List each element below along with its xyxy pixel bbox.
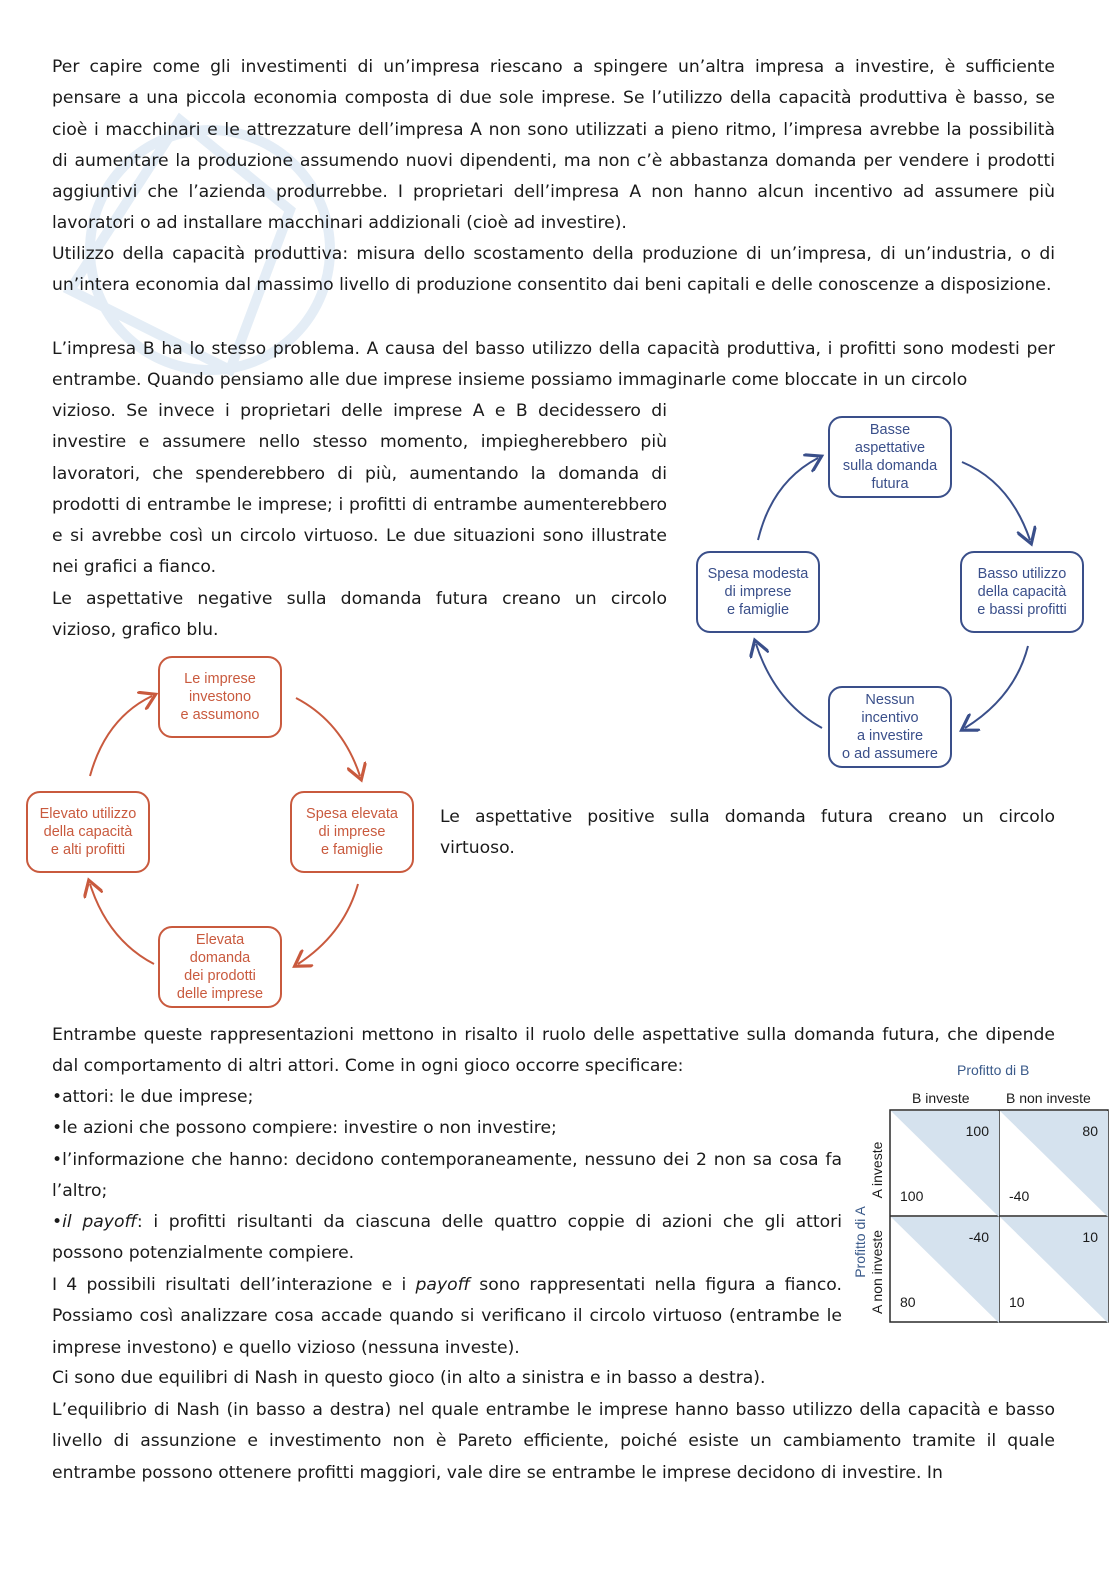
bullet-azioni: •le azioni che possono compiere: investire o non investire; bbox=[52, 1118, 557, 1138]
payoff-matrix bbox=[840, 1058, 1112, 1330]
p8-end: sono rappresentati nella figura a fianco. Possiamo così analizzare cosa accade quando si verificano il circolo virtuoso (entrambe le imprese investono) e quello vizioso (nessuna investe). bbox=[52, 1275, 842, 1358]
virtuous-node-top: Le imprese investono e assumono bbox=[158, 656, 282, 738]
payoff-cell-both-invest bbox=[891, 1111, 999, 1217]
vicious-node-top: Basse aspettative sulla domanda futura bbox=[828, 416, 952, 498]
bullet-payoff-term: •il payoff bbox=[52, 1212, 137, 1232]
paragraph-impresa-b: L’impresa B ha lo stesso problema. A causa del basso utilizzo della capacità produttiva, i profitti sono modesti per entrambe. Quando pensiamo alle due imprese insieme possiamo immaginarle come bloccate in un circolo bbox=[52, 339, 1055, 391]
payoff-col-b-non-investe: B non investe bbox=[1006, 1090, 1091, 1106]
payoff-b-value: -40 bbox=[968, 1229, 989, 1245]
bullet-informazione: •l’informazione che hanno: decidono contemporaneamente, nessuno dei 2 non sa cosa fa l’altro; bbox=[52, 1150, 842, 1202]
virtuous-node-bottom: Elevata domanda dei prodotti delle imprese bbox=[158, 926, 282, 1008]
paragraph-definition: Utilizzo della capacità produttiva: misura dello scostamento della produzione di un’impresa, di un’industria, o di un’intera economia dal massimo livello di produzione consentito dai beni capitali e delle conoscenze a disposizione. bbox=[52, 244, 1055, 296]
paragraph-game-intro: Entrambe queste rappresentazioni mettono in risalto il ruolo delle aspettative sulla domanda futura, che dipende dal comportamento di altri attori. Come in ogni gioco occorre specificare: bbox=[52, 1025, 1055, 1077]
payoff-cell-a-invest-b-not bbox=[1000, 1111, 1108, 1217]
payoff-row-a-non-investe: A non investe bbox=[869, 1229, 885, 1315]
vicious-node-left: Spesa modesta di imprese e famiglie bbox=[696, 551, 820, 633]
paragraph-intro: Per capire come gli investimenti di un’impresa riescano a spingere un’altra impresa a investire, è sufficiente pensare a una piccola economia composta di due sole imprese. Se l’utilizzo della capacità produttiva è basso, se cioè i macchinari e le attrezzature dell’impresa A non sono utilizzati a pieno ritmo, l’impresa avrebbe la possibilità di aumentare la produzione assumendo nuovi dipendenti, ma non c’è abbastanza domanda per vendere i prodotti aggiuntivi che l’azienda produrrebbe. I proprietari dell’impresa A non hanno alcun incentivo ad assumere più lavoratori o ad installare macchinari addizionali (cioè ad investire). bbox=[52, 57, 1055, 234]
paragraph-circolo: vizioso. Se invece i proprietari delle imprese A e B decidessero di investire e assumere nello stesso momento, impiegherebbero più lavoratori, che spenderebbero di più, aumentando la domanda di prodotti di entrambe le imprese; i profitti di entrambe aumenterebbero e si avrebbe così un circolo virtuoso. Le due situazioni sono illustrate nei grafici a fianco. bbox=[52, 401, 667, 578]
paragraph-pareto: L’equilibrio di Nash (in basso a destra) nel quale entrambe le imprese hanno basso utilizzo della capacità e basso livello di assunzione e investimento non è Pareto efficiente, poiché esiste un cambiamento tramite il quale entrambe possono ottenere profitti maggiori, vale dire se entrambe le imprese decidono di investire. In bbox=[52, 1400, 1055, 1483]
payoff-b-value: 10 bbox=[1082, 1229, 1098, 1245]
bullet-attori: •attori: le due imprese; bbox=[52, 1087, 254, 1107]
payoff-b-value: 80 bbox=[1082, 1123, 1098, 1139]
payoff-row-a-investe: A investe bbox=[869, 1141, 885, 1199]
virtuous-node-left: Elevato utilizzo della capacità e alti profitti bbox=[26, 791, 150, 873]
paragraph-virtuous-caption: Le aspettative positive sulla domanda futura creano un circolo virtuoso. bbox=[440, 807, 1055, 859]
paragraph-nash: Ci sono due equilibri di Nash in questo gioco (in alto a sinistra e in basso a destra). bbox=[52, 1368, 766, 1388]
payoff-a-value: 100 bbox=[900, 1188, 924, 1204]
payoff-col-b-investe: B investe bbox=[912, 1090, 970, 1106]
paragraph-payoff-figure bbox=[52, 1270, 842, 1364]
bullet-payoff-text: : i profitti risultanti da ciascuna delle quattro coppie di azioni che gli attori possono potenzialmente compiere. bbox=[52, 1212, 843, 1264]
virtuous-node-right: Spesa elevata di imprese e famiglie bbox=[290, 791, 414, 873]
payoff-b-value: 100 bbox=[965, 1123, 989, 1139]
payoff-a-value: -40 bbox=[1009, 1188, 1030, 1204]
payoff-a-value: 10 bbox=[1009, 1294, 1025, 1310]
payoff-cell-none-invest bbox=[1000, 1217, 1108, 1323]
p8-italic: payoff bbox=[415, 1275, 471, 1295]
payoff-a-value: 80 bbox=[900, 1294, 916, 1310]
paragraph-vicious-caption: Le aspettative negative sulla domanda futura creano un circolo vizioso, grafico blu. bbox=[52, 589, 667, 641]
payoff-title-b: Profitto di B bbox=[957, 1062, 1030, 1078]
vicious-circle-diagram bbox=[690, 412, 1090, 772]
virtuous-circle-diagram bbox=[24, 652, 424, 1012]
p8-start: I 4 possibili risultati dell’interazione e i bbox=[52, 1275, 416, 1295]
vicious-node-right: Basso utilizzo della capacità e bassi profitti bbox=[960, 551, 1084, 633]
payoff-axis-a: Profitto di A bbox=[852, 1206, 868, 1278]
vicious-node-bottom: Nessun incentivo a investire o ad assumere bbox=[828, 686, 952, 768]
payoff-cell-a-not-b-invest bbox=[891, 1217, 999, 1323]
bullet-payoff bbox=[52, 1207, 842, 1270]
